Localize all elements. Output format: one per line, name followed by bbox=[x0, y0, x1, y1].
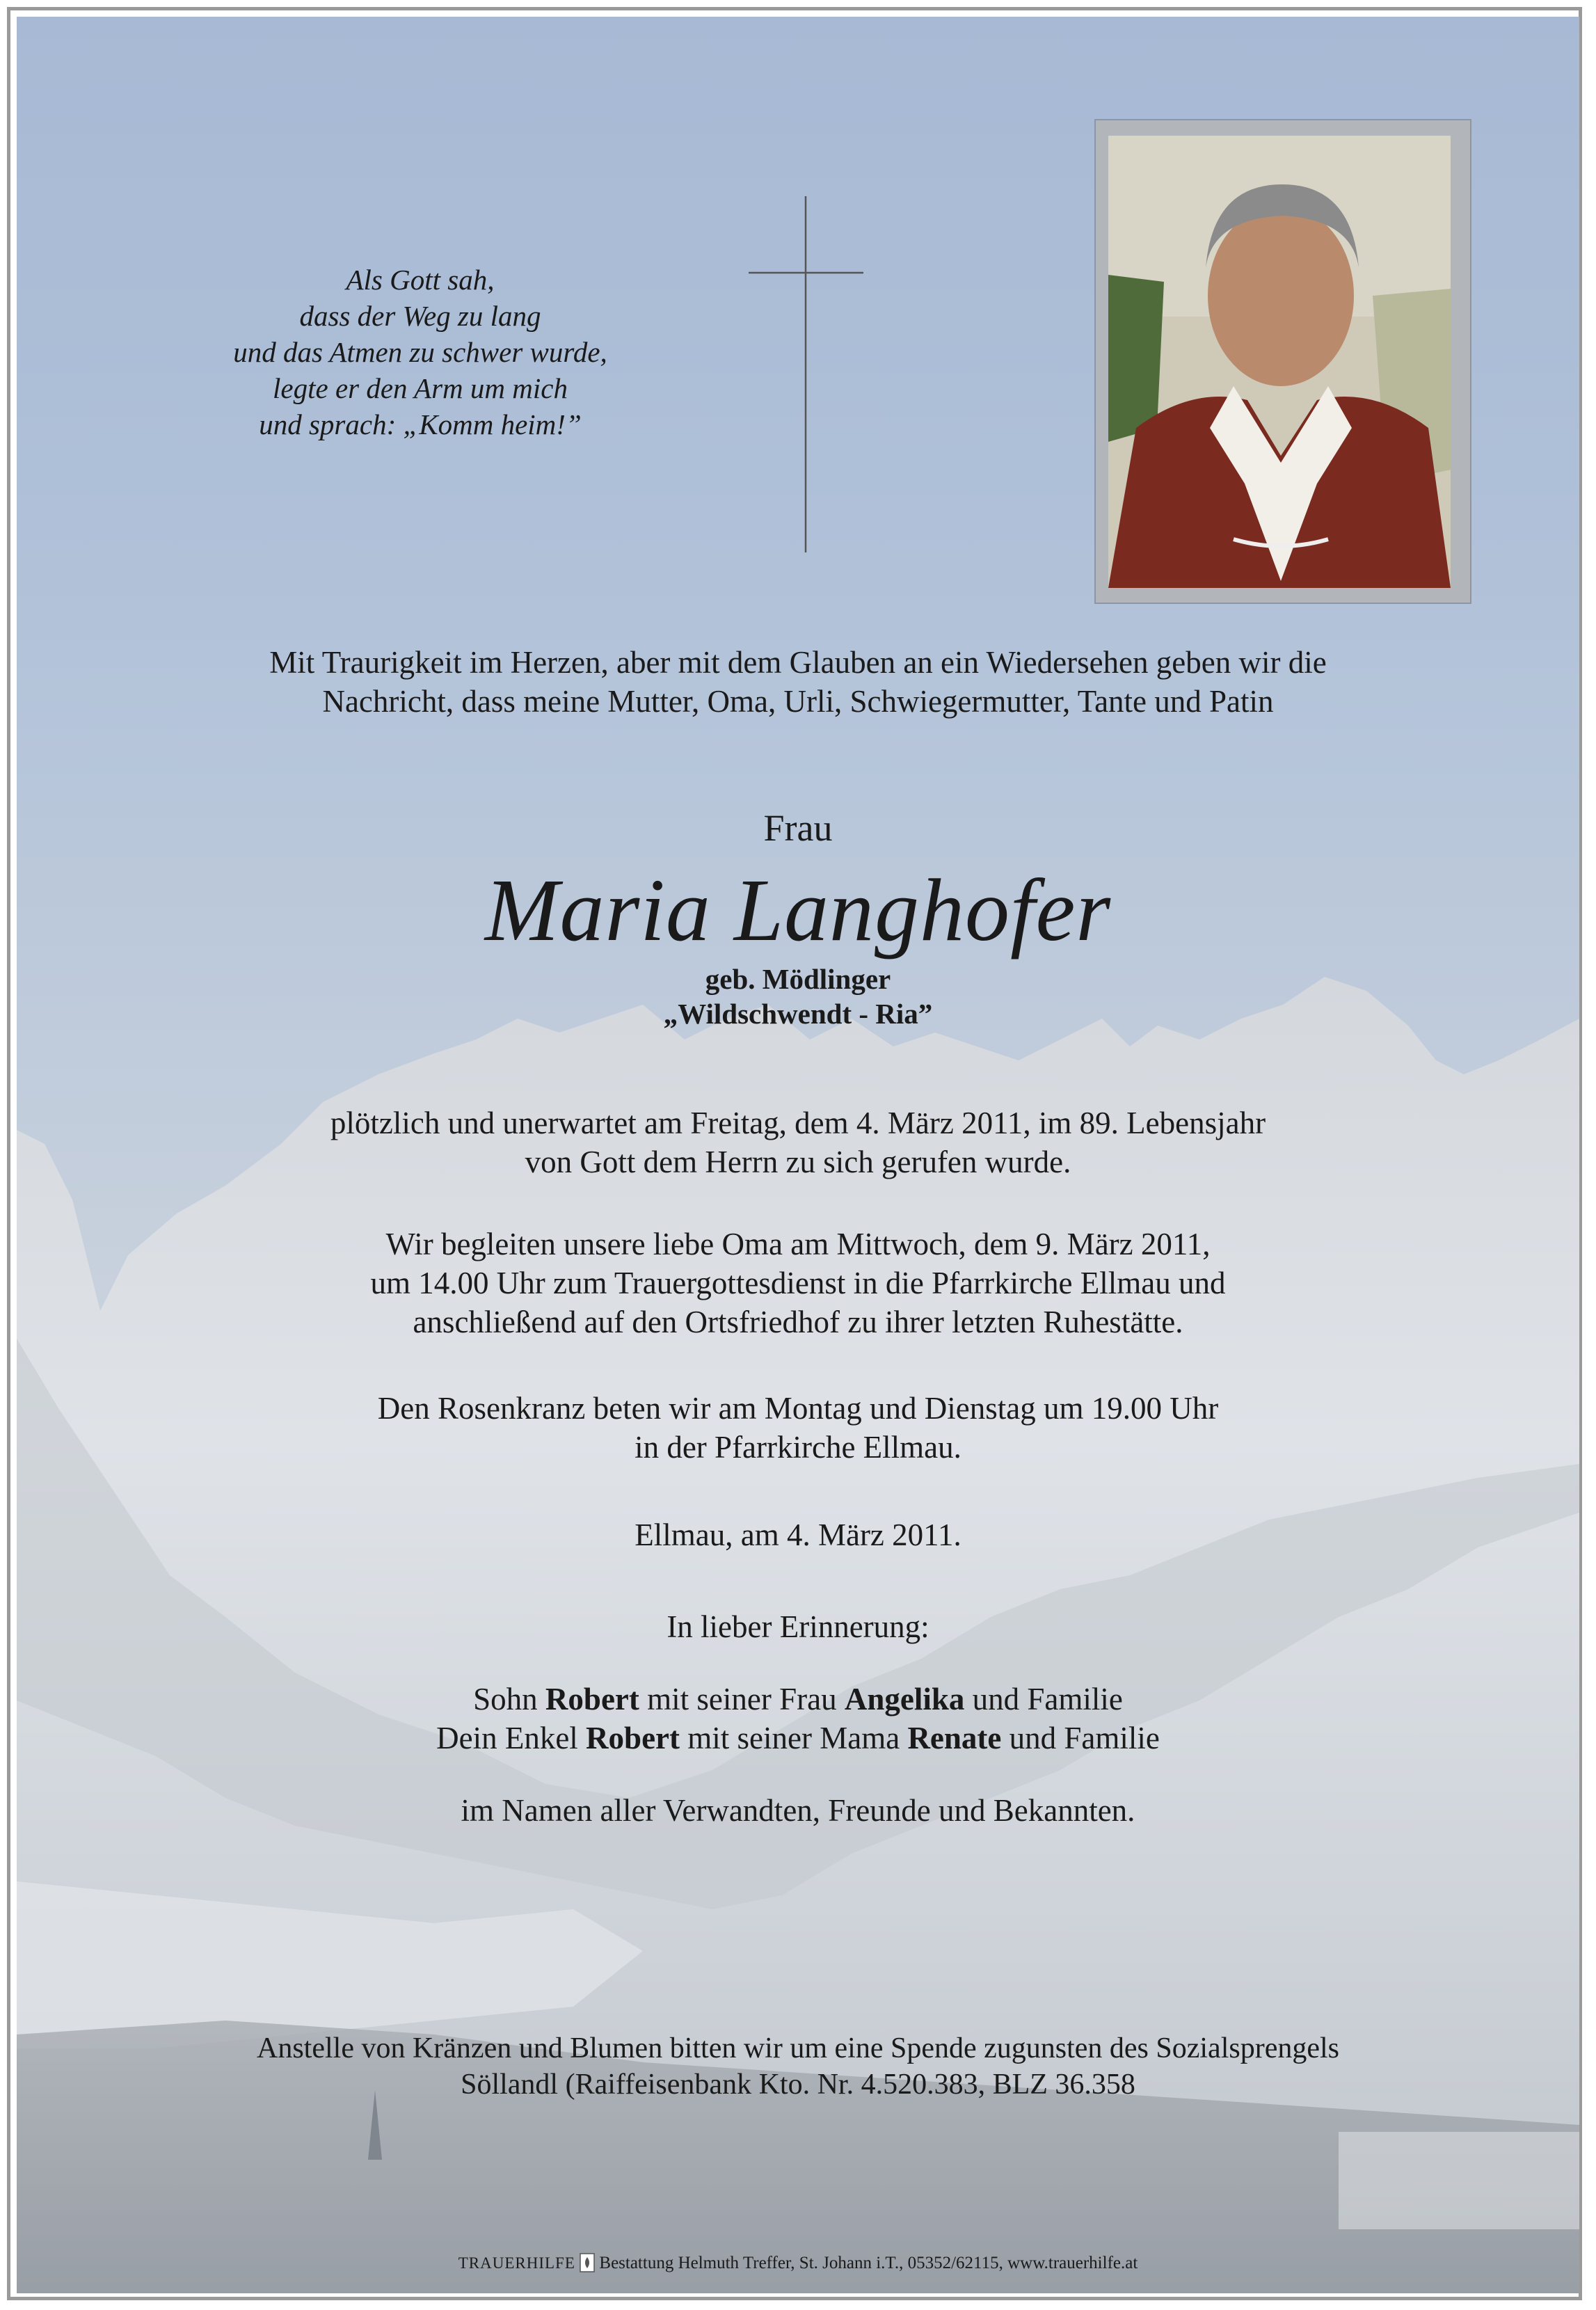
footer bbox=[0, 2253, 1596, 2273]
mourner-text: Sohn bbox=[473, 1682, 545, 1716]
death-line: plötzlich und unerwartet am Freitag, dem 4. März 2011, im 89. Lebensjahr bbox=[330, 1106, 1266, 1140]
funeral-line: anschließend auf den Ortsfriedhof zu ihrer letzten Ruhestätte. bbox=[413, 1305, 1183, 1339]
mourner-text: und Familie bbox=[964, 1682, 1123, 1716]
cross-icon bbox=[749, 196, 863, 552]
obituary-card bbox=[17, 17, 1579, 2293]
rosary-line: Den Rosenkranz beten wir am Montag und Dienstag um 19.00 Uhr bbox=[377, 1391, 1219, 1426]
leaf-logo-icon bbox=[580, 2253, 595, 2272]
mourner-text: mit seiner Mama bbox=[680, 1721, 908, 1755]
intro-text bbox=[17, 643, 1579, 721]
poem-line: und sprach: „Komm heim!” bbox=[259, 408, 582, 440]
intro-line: Mit Traurigkeit im Herzen, aber mit dem Glauben an ein Wiedersehen geben wir die bbox=[269, 645, 1327, 680]
funeral-line: um 14.00 Uhr zum Trauergottesdienst in die Pfarrkirche Ellmau und bbox=[370, 1266, 1226, 1300]
on-behalf-line: im Namen aller Verwandten, Freunde und Bekannten. bbox=[461, 1793, 1135, 1828]
birth-name: geb. Mödlinger bbox=[705, 963, 891, 995]
mourners-list bbox=[17, 1680, 1579, 1758]
funeral-line: Wir begleiten unsere liebe Oma am Mittwoch, dem 9. März 2011, bbox=[385, 1227, 1211, 1261]
footer-brand: TRAUERHILFE bbox=[458, 2254, 575, 2272]
memory-heading: In lieber Erinnerung: bbox=[667, 1609, 929, 1644]
poem-line: dass der Weg zu lang bbox=[299, 300, 541, 332]
rosary-details bbox=[17, 1389, 1579, 1467]
rosary-line: in der Pfarrkirche Ellmau. bbox=[635, 1430, 961, 1465]
donation-line: Anstelle von Kränzen und Blumen bitten wir um eine Spende zugunsten des Sozialsprengels bbox=[257, 2032, 1339, 2064]
donation-request bbox=[17, 2030, 1579, 2103]
title-prefix: Frau bbox=[763, 807, 833, 849]
mourner-name: Angelika bbox=[844, 1682, 965, 1716]
poem-line: und das Atmen zu schwer wurde, bbox=[233, 336, 607, 368]
poem-quote bbox=[142, 262, 699, 443]
mourner-text: Dein Enkel bbox=[436, 1721, 586, 1755]
donation-line: Söllandl (Raiffeisenbank Kto. Nr. 4.520.383, BLZ 36.358 bbox=[461, 2069, 1135, 2101]
mourner-text: und Familie bbox=[1001, 1721, 1160, 1755]
footer-text: Bestattung Helmuth Treffer, St. Johann i.T., 05352/62115, www.trauerhilfe.at bbox=[599, 2254, 1138, 2272]
poem-line: Als Gott sah, bbox=[346, 264, 495, 296]
deceased-name: Maria Langhofer bbox=[484, 861, 1112, 959]
poem-line: legte er den Arm um mich bbox=[273, 372, 568, 404]
mourner-name: Robert bbox=[545, 1682, 639, 1716]
portrait-photo bbox=[1108, 136, 1451, 588]
mourner-name: Robert bbox=[586, 1721, 680, 1755]
death-line: von Gott dem Herrn zu sich gerufen wurde. bbox=[525, 1145, 1071, 1179]
intro-line: Nachricht, dass meine Mutter, Oma, Urli, Schwiegermutter, Tante und Patin bbox=[322, 684, 1274, 719]
mourner-name: Renate bbox=[907, 1721, 1002, 1755]
funeral-details bbox=[17, 1225, 1579, 1341]
mourner-text: mit seiner Frau bbox=[639, 1682, 845, 1716]
nickname: „Wildschwendt - Ria” bbox=[663, 998, 933, 1030]
place-date: Ellmau, am 4. März 2011. bbox=[635, 1518, 961, 1552]
death-notice bbox=[17, 1104, 1579, 1181]
portrait-frame bbox=[1094, 119, 1471, 604]
mourner-line bbox=[17, 1680, 1579, 1719]
mourner-line bbox=[17, 1719, 1579, 1758]
